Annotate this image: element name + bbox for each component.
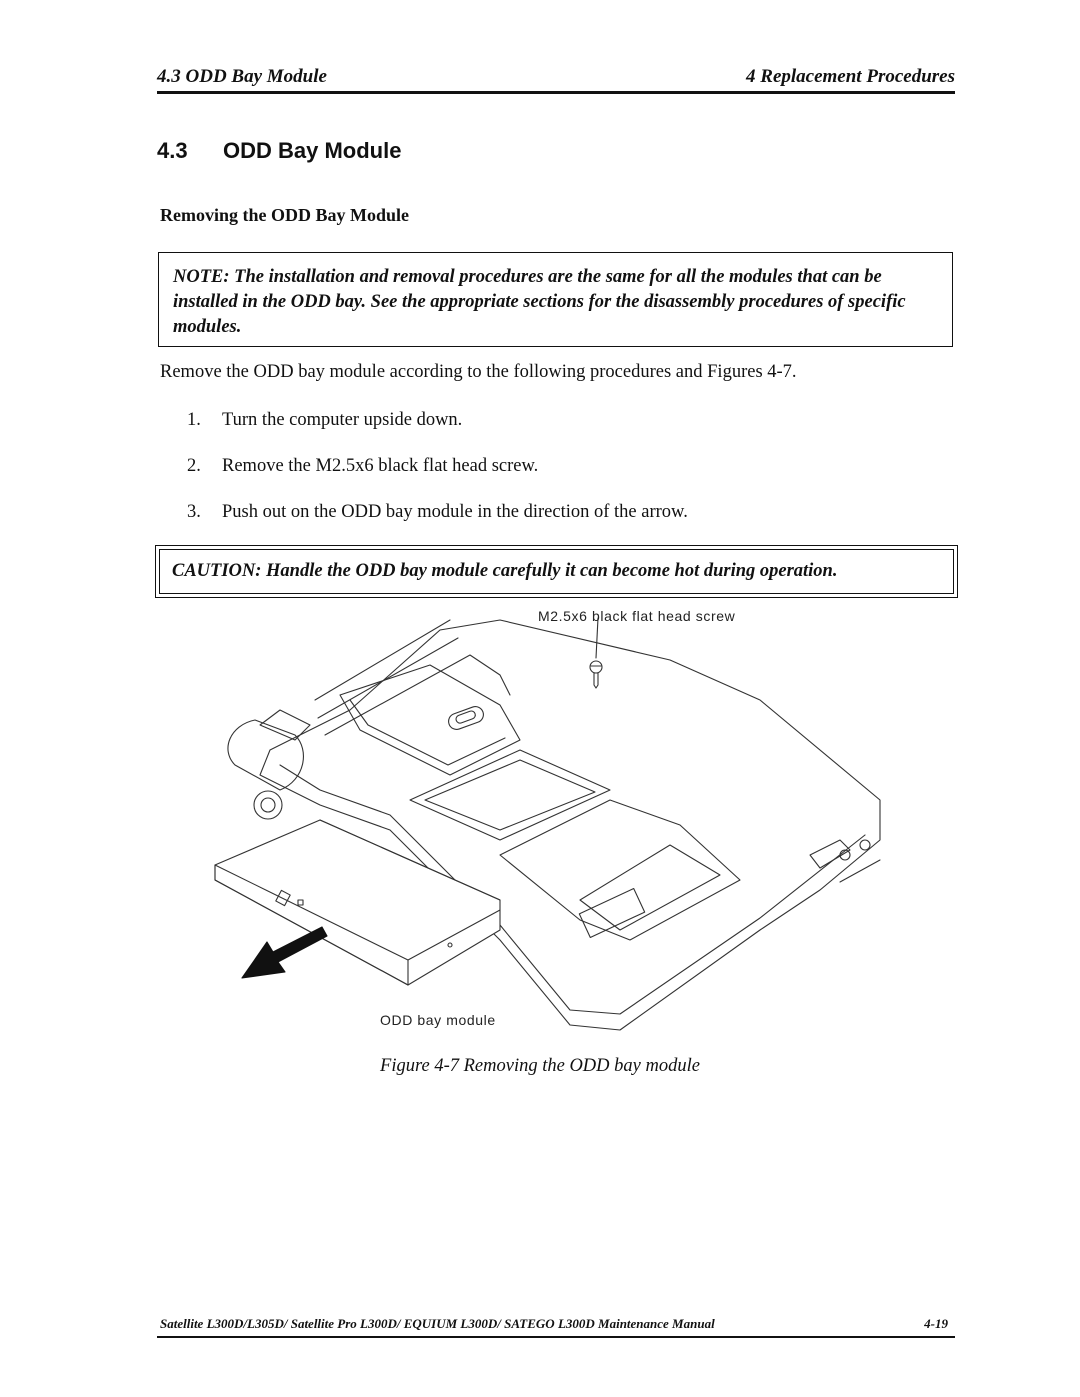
- figure-odd-removal: [200, 600, 900, 1040]
- header-rule: [157, 91, 955, 94]
- step-number: 2.: [187, 456, 201, 476]
- section-title: [157, 138, 401, 164]
- note-text: NOTE: The installation and removal procedures are the same for all the modules that can be installed in the ODD bay. See the appropriate sections for the disassembly procedures of specific modules.: [173, 267, 906, 337]
- header-chapter-label: 4 Replacement Procedures: [746, 66, 955, 87]
- intro-paragraph: Remove the ODD bay module according to the following procedures and Figures 4-7.: [160, 362, 797, 382]
- footer-page-number: 4-19: [924, 1316, 948, 1331]
- figure-caption: Figure 4-7 Removing the ODD bay module: [380, 1056, 700, 1076]
- footer-manual-title: Satellite L300D/L305D/ Satellite Pro L300D/ EQUIUM L300D/ SATEGO L300D Maintenance Manual: [160, 1316, 715, 1331]
- laptop-base-outline: [260, 620, 880, 1030]
- running-header: [157, 66, 955, 92]
- step-number: 1.: [187, 410, 201, 430]
- caution-text: CAUTION: Handle the ODD bay module carefully it can become hot during operation.: [159, 549, 954, 594]
- header-section-label: 4.3 ODD Bay Module: [157, 66, 327, 87]
- module-callout-label: ODD bay module: [380, 1012, 496, 1028]
- subheading: Removing the ODD Bay Module: [160, 205, 409, 225]
- removal-arrow-icon: [242, 927, 327, 978]
- screw-icon: [590, 661, 602, 688]
- section-number: 4.3: [157, 138, 188, 163]
- laptop-odd-illustration: [200, 600, 900, 1040]
- step-text: Remove the M2.5x6 black flat head screw.: [222, 456, 539, 476]
- latch: [446, 704, 485, 731]
- note-box: [158, 252, 953, 347]
- caution-box: [155, 545, 958, 598]
- step-text: Push out on the ODD bay module in the direction of the arrow.: [222, 502, 688, 522]
- section-title-text: ODD Bay Module: [223, 138, 402, 163]
- step-number: 3.: [187, 502, 201, 522]
- screw-callout-label: M2.5x6 black flat head screw: [538, 608, 736, 624]
- step-text: Turn the computer upside down.: [222, 410, 463, 430]
- footer-rule: [157, 1336, 955, 1338]
